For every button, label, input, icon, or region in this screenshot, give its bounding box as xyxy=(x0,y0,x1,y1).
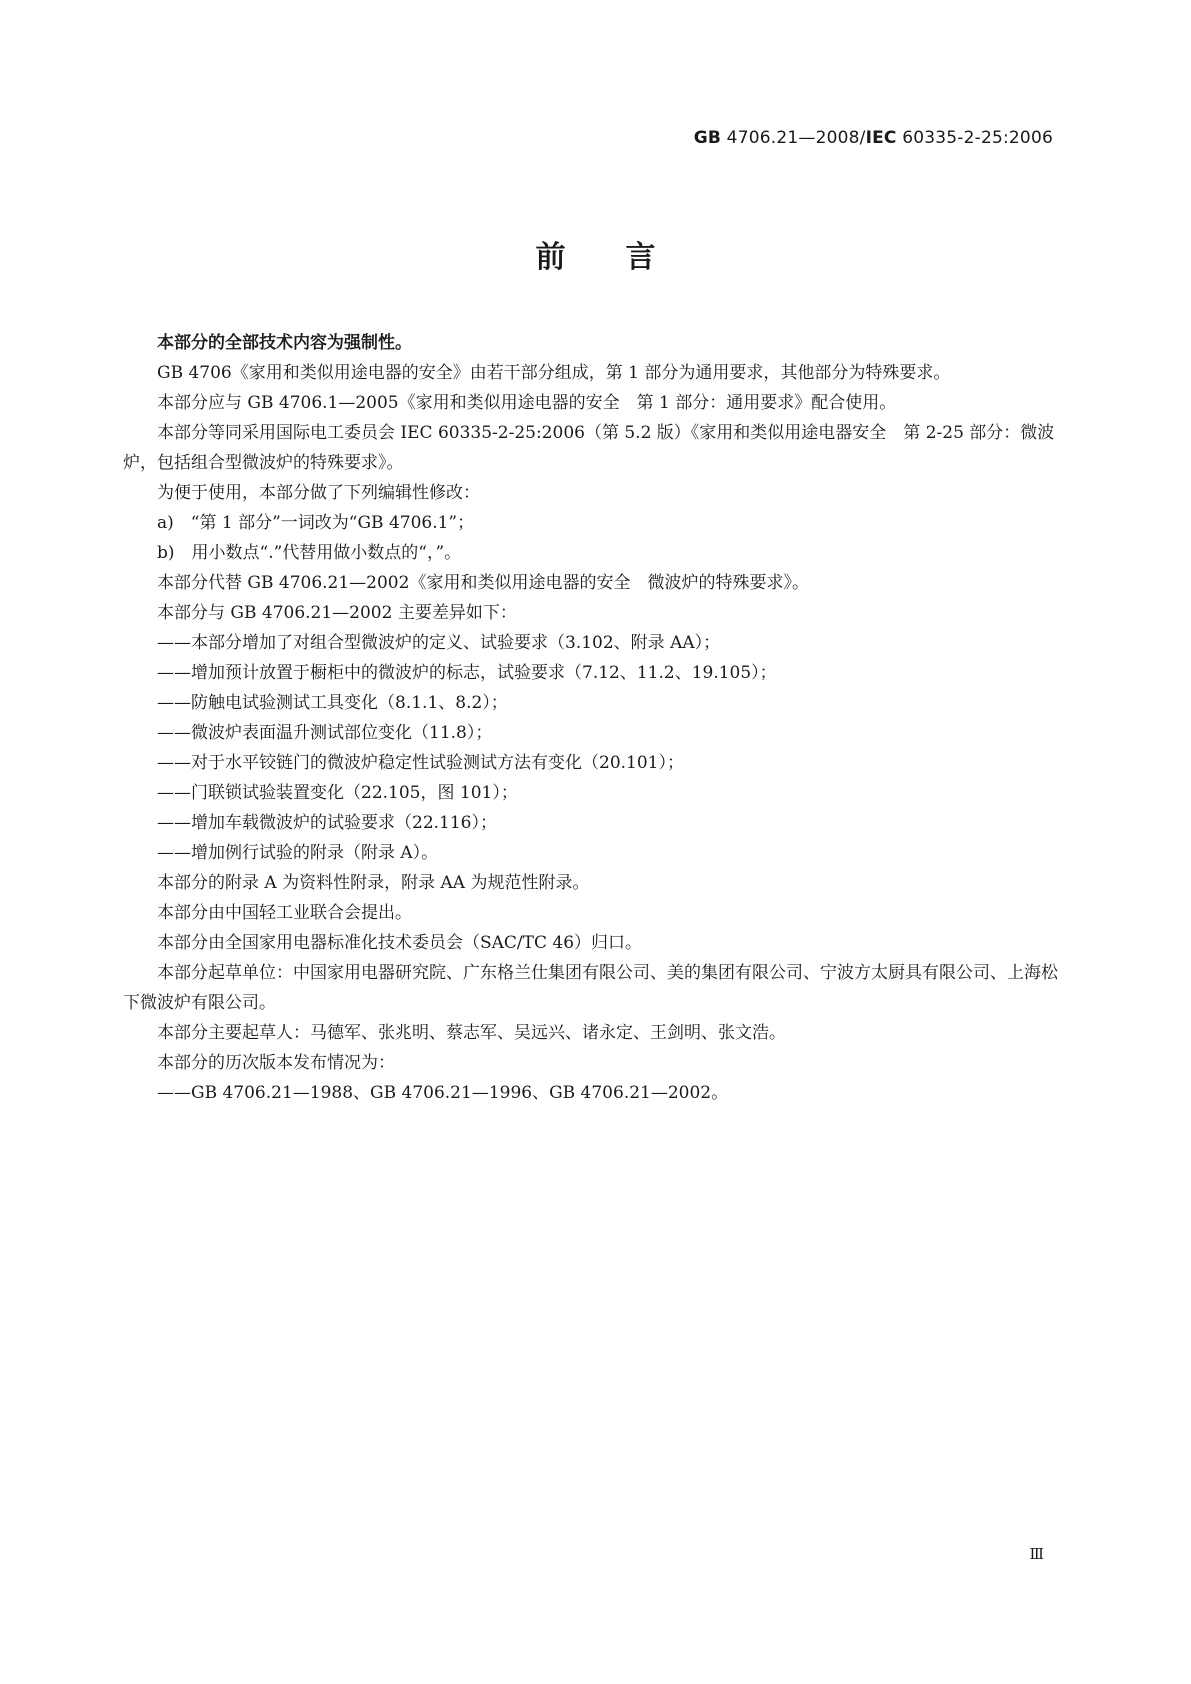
standard-code-prefix: GB xyxy=(693,128,722,148)
paragraph-drafting-units: 本部分起草单位：中国家用电器研究院、广东格兰仕集团有限公司、美的集团有限公司、宁波方太厨具有限公司、上海松下微波炉有限公司。 xyxy=(123,963,1058,1013)
standard-code-iec: IEC xyxy=(865,128,897,148)
standard-code-tail: 60335-2-25:2006 xyxy=(896,128,1053,148)
page-title: 前言 xyxy=(535,240,716,275)
paragraph-adoption: 本部分等同采用国际电工委员会 IEC 60335-2-25:2006（第 5.2 版）《家用和类似用途电器安全 第 2-25 部分：微波炉，包括组合型微波炉的特殊要求》。 xyxy=(123,423,1055,473)
paragraph-mandatory: 本部分的全部技术内容为强制性。 xyxy=(157,333,412,353)
paragraph-drafters: 本部分主要起草人：马德军、张兆明、蔡志军、吴远兴、诸永定、王剑明、张文浩。 xyxy=(157,1023,786,1043)
foreword-body xyxy=(123,328,1063,1108)
list-item-difference: ——防触电试验测试工具变化（8.1.1、8.2）； xyxy=(157,693,508,713)
list-item-editorial-b: b) 用小数点“.”代替用做小数点的“，”。 xyxy=(157,543,462,563)
paragraph-usage: 本部分应与 GB 4706.1—2005《家用和类似用途电器的安全 第 1 部分：通用要求》配合使用。 xyxy=(157,393,897,413)
paragraph-proposer: 本部分由中国轻工业联合会提出。 xyxy=(157,903,412,923)
paragraph-differences-intro: 本部分与 GB 4706.21—2002 主要差异如下： xyxy=(157,603,517,623)
paragraph-series: GB 4706《家用和类似用途电器的安全》由若干部分组成，第 1 部分为通用要求，其他部分为特殊要求。 xyxy=(157,363,951,383)
list-item-difference: ——微波炉表面温升测试部位变化（11.8）； xyxy=(157,723,493,743)
list-item-difference: ——对于水平铰链门的微波炉稳定性试验测试方法有变化（20.101）； xyxy=(157,753,684,773)
list-item-difference: ——增加车载微波炉的试验要求（22.116）； xyxy=(157,813,497,833)
list-item-difference: ——门联锁试验装置变化（22.105，图 101）； xyxy=(157,783,518,803)
list-item-history: ——GB 4706.21—1988、GB 4706.21—1996、GB 4706.21—2002。 xyxy=(157,1083,729,1103)
paragraph-history-intro: 本部分的历次版本发布情况为： xyxy=(157,1053,395,1073)
standard-code-number: 4706.21—2008/ xyxy=(721,128,866,148)
page-number: Ⅲ xyxy=(1029,1545,1044,1563)
list-item-difference: ——增加预计放置于橱柜中的微波炉的标志，试验要求（7.12、11.2、19.105）； xyxy=(157,663,777,683)
list-item-difference: ——增加例行试验的附录（附录 A）。 xyxy=(157,843,439,863)
standard-code xyxy=(694,128,1053,148)
list-item-difference: ——本部分增加了对组合型微波炉的定义、试验要求（3.102、附录 AA）； xyxy=(157,633,721,653)
paragraph-editorial-intro: 为便于使用，本部分做了下列编辑性修改： xyxy=(157,483,480,503)
paragraph-committee: 本部分由全国家用电器标准化技术委员会（SAC/TC 46）归口。 xyxy=(157,933,643,953)
list-item-editorial-a: a) “第 1 部分”一词改为“GB 4706.1”； xyxy=(157,513,475,533)
paragraph-replaces: 本部分代替 GB 4706.21—2002《家用和类似用途电器的安全 微波炉的特殊要求》。 xyxy=(157,573,809,593)
paragraph-annexes: 本部分的附录 A 为资料性附录，附录 AA 为规范性附录。 xyxy=(157,873,590,893)
